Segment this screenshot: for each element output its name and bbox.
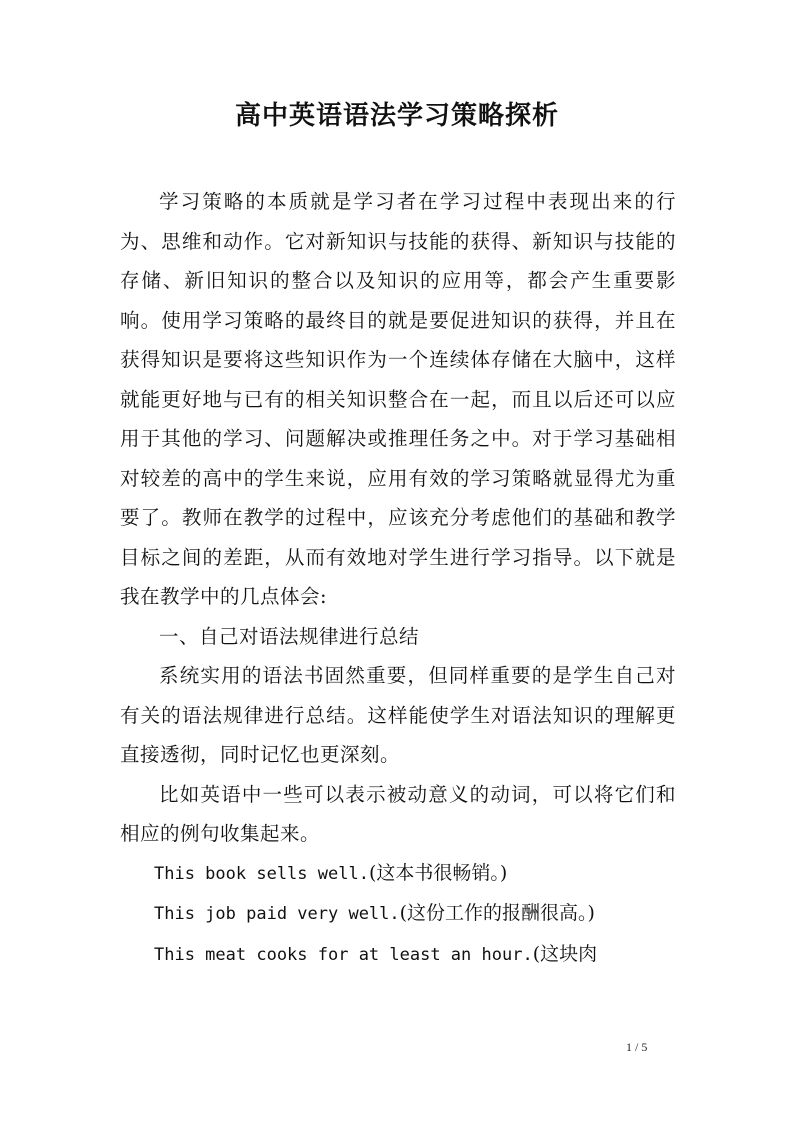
example-english: This job paid very well. xyxy=(154,904,400,924)
example-sentence xyxy=(120,854,676,895)
example-sentence xyxy=(120,935,676,976)
example-sentence xyxy=(120,894,676,935)
paragraph-passive-verbs: 比如英语中一些可以表示被动意义的动词，可以将它们和相应的例句收集起来。 xyxy=(120,782,676,845)
document-body xyxy=(120,182,676,975)
document-title: 高中英语语法学习策略探析 xyxy=(234,101,559,131)
paragraph-grammar-summary: 系统实用的语法书固然重要，但同样重要的是学生自己对有关的语法规律进行总结。这样能使学生对语法知识的理解更直接透彻，同时记忆也更深刻。 xyxy=(120,664,676,766)
example-translation: (这本书很畅销。) xyxy=(368,861,508,884)
example-translation: (这份工作的报酬很高。) xyxy=(399,902,595,924)
paragraph-intro: 学习策略的本质就是学习者在学习过程中表现出来的行为、思维和动作。它对新知识与技能的获得、新知识与技能的存储、新旧知识的整合以及知识的应用等，都会产生重要影响。使用学习策略的最终目的就是要促进知识的获得，并且在获得知识是要将这些知识作为一个连续体存储在大脑中，这样就能更好地与已有的相关知识整合在一起，而且以后还可以应用于其他的学习、问题解决或推理任务之中。对于学习基础相对较差的高中的学生来说，应用有效的学习策略就显得尤为重要了。教师在教学的过程中，应该充分考虑他们的基础和教学目标之间的差距，从而有效地对学生进行学习指导。以下就是我在教学中的几点体会: xyxy=(120,190,676,608)
example-translation: (这块肉 xyxy=(532,942,598,965)
section-heading: 一、自己对语法规律进行总结 xyxy=(159,624,420,648)
example-english: This book sells well. xyxy=(154,863,369,884)
example-english: This meat cooks for at least an hour. xyxy=(154,944,533,965)
page-number: 1 / 5 xyxy=(626,1040,648,1054)
